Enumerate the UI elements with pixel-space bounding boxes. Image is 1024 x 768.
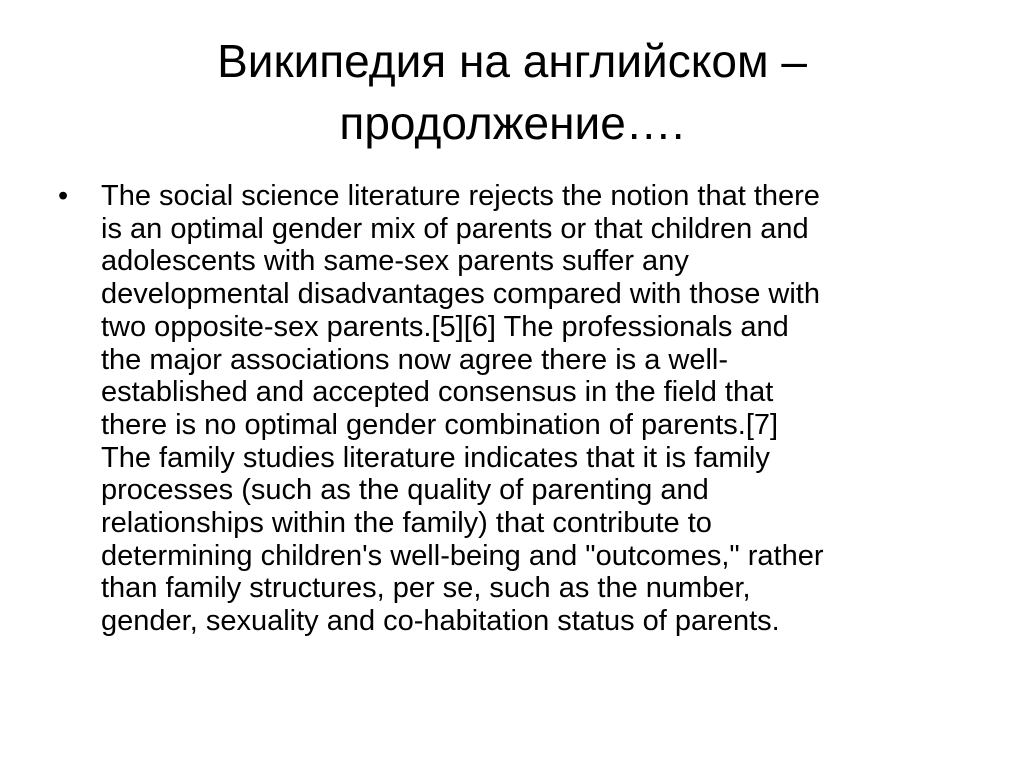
bullet-text-line: established and accepted consensus in the field that [101, 376, 774, 409]
bullet-item [58, 180, 958, 638]
bullet-text-line: The family studies literature indicates that it is family [101, 441, 770, 474]
bullet-text-line: is an optimal gender mix of parents or that children and [101, 212, 809, 245]
bullet-text-line: developmental disadvantages compared with those with [101, 278, 820, 311]
bullet-dot-icon: • [58, 180, 69, 212]
bullet-text-line: the major associations now agree there is a well- [101, 343, 729, 376]
bullet-text-line: relationships within the family) that contribute to [101, 507, 712, 540]
bullet-text-line: gender, sexuality and co-habitation status of parents. [101, 605, 780, 638]
bullet-text-line: determining children's well-being and "outcomes," rather [101, 539, 824, 572]
bullet-text-line: adolescents with same-sex parents suffer any [101, 245, 689, 278]
bullet-text-line: processes (such as the quality of parenting and [101, 474, 709, 507]
bullet-text-line: than family structures, per se, such as the number, [101, 572, 751, 605]
slide-title-line: продолжение…. [339, 97, 685, 149]
bullet-text-line: two opposite-sex parents.[5][6] The professionals and [101, 310, 789, 343]
slide-title-line: Википедия на английском – [217, 35, 807, 87]
slide-title [60, 30, 964, 154]
bullet-text-line: there is no optimal gender combination of parents.[7] [101, 408, 779, 441]
bullet-text-line: The social science literature rejects the notion that there [101, 180, 820, 212]
bullet-list [58, 180, 958, 638]
